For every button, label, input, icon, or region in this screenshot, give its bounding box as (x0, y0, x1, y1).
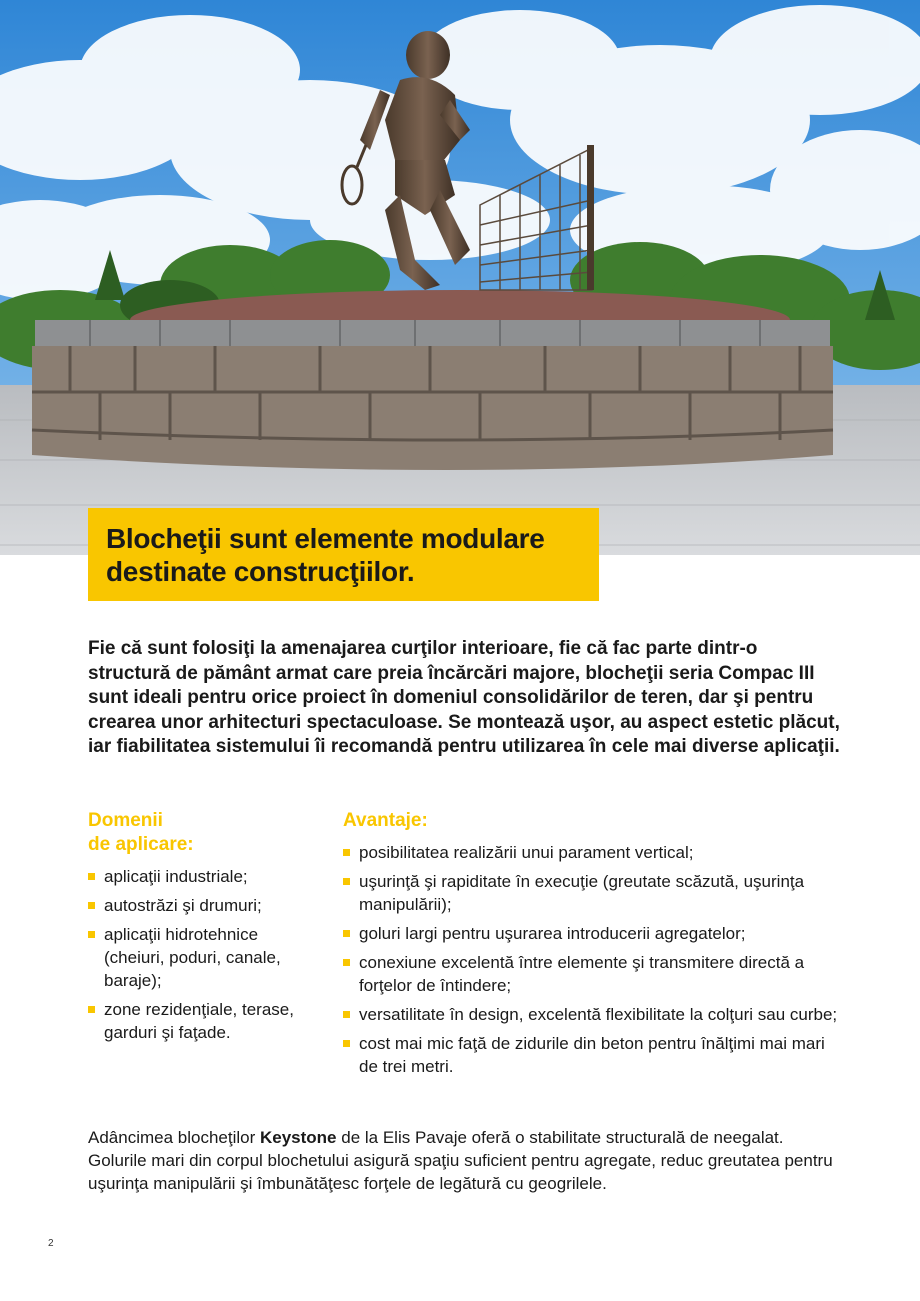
domenii-section (88, 809, 323, 1050)
outro-paragraph (88, 1126, 840, 1195)
title-banner (88, 508, 599, 601)
list-item-text: cost mai mic faţă de zidurile din beton pentru înălţimi mai mari de trei metri. (359, 1034, 825, 1076)
list-item (88, 998, 323, 1044)
intro-paragraph: Fie că sunt folosiţi la amenajarea curţilor interioare, fie că fac parte dintr-o structură de pământ armat care preia încărcări majore, blocheţii seria Compac III sunt ideali pentru orice proiect în domeniul consolidărilor de teren, dar şi pentru crearea unor arhitecturi spectaculoase. Se montează uşor, au aspect estetic plăcut, iar fiabilitatea sistemului îi recomandă pentru utilizarea în cele mai diverse aplicaţii. (88, 638, 840, 757)
list-item-text: zone rezidenţiale, terase, garduri şi faţade. (104, 1000, 294, 1042)
domenii-heading-line-1: Domenii (88, 810, 163, 831)
list-item-text: posibilitatea realizării unui parament vertical; (359, 843, 694, 862)
list-item-text: uşurinţă şi rapiditate în execuţie (greutate scăzută, uşurinţa manipulării); (359, 872, 805, 914)
domenii-list (88, 865, 323, 1044)
outro-text-2: de la Elis Pavaje oferă o stabilitate structurală de neegalat. Golurile mari din corpul blochetului asigură spaţiu suficient pentru agregate, reduc greutatea pentru uşurinţa manipulării şi îmbunătăţesc forţele de legătură cu geogrilele. (88, 1128, 833, 1193)
tennis-player-statue-photo-icon (0, 0, 920, 555)
list-item-text: aplicaţii hidrotehnice (cheiuri, poduri, canale, baraje); (104, 925, 281, 990)
outro-brand: Keystone (259, 1128, 337, 1147)
bullet-square-icon (88, 931, 95, 938)
bullet-square-icon (343, 1011, 350, 1018)
list-item-text: conexiune excelentă între elemente şi transmitere directă a forţelor de întindere; (359, 953, 805, 995)
page-title (106, 522, 581, 588)
domenii-heading-line-2: de aplicare: (88, 834, 194, 855)
list-item (343, 870, 843, 916)
list-item-text: aplicaţii industriale; (104, 867, 248, 886)
bullet-square-icon (343, 878, 350, 885)
bullet-square-icon (343, 959, 350, 966)
list-item-text: goluri largi pentru uşurarea introducerii agregatelor; (359, 924, 746, 943)
title-line-1: Blocheţii sunt elemente modulare (106, 523, 545, 554)
bullet-square-icon (88, 902, 95, 909)
avantaje-list (343, 841, 843, 1078)
title-line-2: destinate construcţiilor. (106, 556, 415, 587)
list-item (343, 841, 843, 864)
avantaje-heading: Avantaje: (343, 810, 428, 831)
page-number: 2 (48, 1238, 54, 1249)
bullet-square-icon (88, 873, 95, 880)
bullet-square-icon (343, 930, 350, 937)
list-item (88, 865, 323, 888)
list-item (343, 1003, 843, 1026)
bullet-square-icon (88, 1006, 95, 1013)
list-item (343, 1032, 843, 1078)
list-item (88, 923, 323, 992)
bullet-square-icon (343, 849, 350, 856)
list-item (343, 922, 843, 945)
outro-text-1: Adâncimea blocheţilor (88, 1128, 260, 1147)
domenii-heading (88, 809, 323, 857)
list-item-text: autostrăzi şi drumuri; (104, 896, 262, 915)
list-item (343, 951, 843, 997)
list-item-text: versatilitate în design, excelentă flexibilitate la colţuri sau curbe; (359, 1005, 838, 1024)
list-item (88, 894, 323, 917)
bullet-square-icon (343, 1040, 350, 1047)
hero-photo (0, 0, 920, 555)
avantaje-section (343, 809, 843, 1084)
